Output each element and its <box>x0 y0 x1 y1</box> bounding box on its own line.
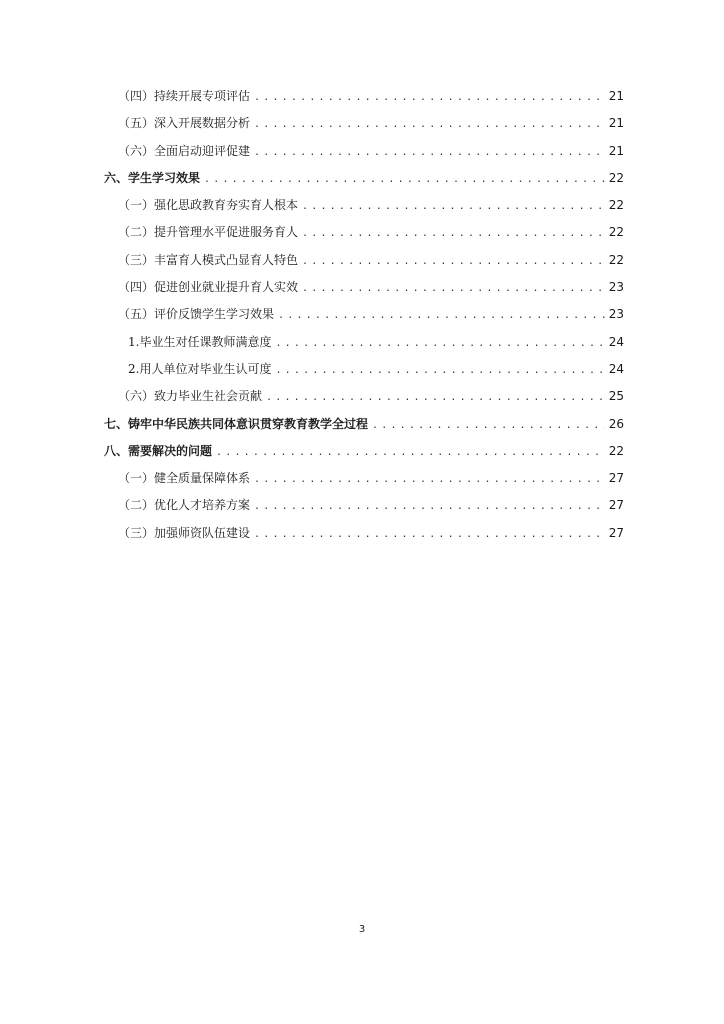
toc-entry-title: （五）深入开展数据分析 <box>118 116 251 131</box>
toc-dot-leader <box>254 88 605 108</box>
toc-entry-title: （六）全面启动迎评促建 <box>118 143 251 158</box>
toc-entry-page: 22 <box>608 198 624 213</box>
toc-entry-title: （三）加强师资队伍建设 <box>118 525 251 540</box>
toc-dot-leader <box>254 143 605 163</box>
toc-dot-leader <box>254 497 605 517</box>
toc-dot-leader <box>302 252 605 272</box>
toc-subentry[interactable] <box>104 332 624 359</box>
table-of-contents <box>104 86 624 550</box>
toc-entry-page: 26 <box>608 416 624 431</box>
toc-entry-page: 25 <box>608 389 624 404</box>
toc-entry-title: （六）致力毕业生社会贡献 <box>118 389 263 404</box>
toc-dot-leader <box>254 115 605 135</box>
toc-dot-leader <box>254 470 605 490</box>
toc-entry-page: 22 <box>608 225 624 240</box>
toc-entry-page: 22 <box>608 443 624 458</box>
toc-entry-page: 23 <box>608 280 624 295</box>
toc-entry-page: 21 <box>608 143 624 158</box>
toc-entry-title: （四）促进创业就业提升育人实效 <box>118 280 299 295</box>
toc-entry-page: 22 <box>608 252 624 267</box>
toc-subentry[interactable] <box>104 359 624 386</box>
toc-entry-title: （二）优化人才培养方案 <box>118 498 251 513</box>
toc-dot-leader <box>302 224 605 244</box>
toc-entry-title: 2.用人单位对毕业生认可度 <box>128 361 272 376</box>
toc-dot-leader <box>266 388 605 408</box>
toc-dot-leader <box>278 306 605 326</box>
toc-entry-title: 1.毕业生对任课教师满意度 <box>128 334 272 349</box>
toc-entry-title: （五）评价反馈学生学习效果 <box>118 307 275 322</box>
toc-entry[interactable] <box>104 304 624 331</box>
toc-dot-leader <box>216 443 605 463</box>
toc-entry[interactable] <box>104 141 624 168</box>
toc-dot-leader <box>254 525 605 545</box>
toc-section-entry[interactable] <box>104 441 624 468</box>
toc-dot-leader <box>204 170 605 190</box>
toc-entry-title: 七、铸牢中华民族共同体意识贯穿教育教学全过程 <box>104 416 369 431</box>
toc-dot-leader <box>302 197 605 217</box>
toc-dot-leader <box>372 416 605 436</box>
page-number: 3 <box>358 924 366 935</box>
toc-entry[interactable] <box>104 495 624 522</box>
toc-entry-title: 八、需要解决的问题 <box>104 443 213 458</box>
toc-section-entry[interactable] <box>104 414 624 441</box>
toc-entry[interactable] <box>104 195 624 222</box>
toc-entry-page: 24 <box>608 361 624 376</box>
toc-entry-page: 22 <box>608 170 624 185</box>
toc-entry-title: （二）提升管理水平促进服务育人 <box>118 225 299 240</box>
toc-entry-page: 21 <box>608 89 624 103</box>
toc-entry-title: （四）持续开展专项评估 <box>118 89 251 103</box>
toc-entry[interactable] <box>104 250 624 277</box>
toc-entry-page: 27 <box>608 498 624 513</box>
toc-dot-leader <box>275 334 604 354</box>
toc-entry-page: 21 <box>608 116 624 131</box>
toc-entry-title: （三）丰富育人模式凸显育人特色 <box>118 252 299 267</box>
toc-entry-title: 六、学生学习效果 <box>104 170 201 185</box>
toc-entry[interactable] <box>104 523 624 550</box>
toc-dot-leader <box>275 361 604 381</box>
toc-entry[interactable] <box>104 277 624 304</box>
toc-entry-page: 27 <box>608 471 624 486</box>
toc-entry-title: （一）健全质量保障体系 <box>118 471 251 486</box>
toc-entry-title: （一）强化思政教育夯实育人根本 <box>118 198 299 213</box>
toc-entry[interactable] <box>104 468 624 495</box>
toc-entry[interactable] <box>104 113 624 140</box>
toc-dot-leader <box>302 279 605 299</box>
toc-entry-page: 24 <box>608 334 624 349</box>
toc-entry[interactable] <box>104 86 624 113</box>
toc-entry[interactable] <box>104 222 624 249</box>
toc-section-entry[interactable] <box>104 168 624 195</box>
toc-entry-page: 23 <box>608 307 624 322</box>
toc-entry[interactable] <box>104 386 624 413</box>
toc-entry-page: 27 <box>608 525 624 540</box>
